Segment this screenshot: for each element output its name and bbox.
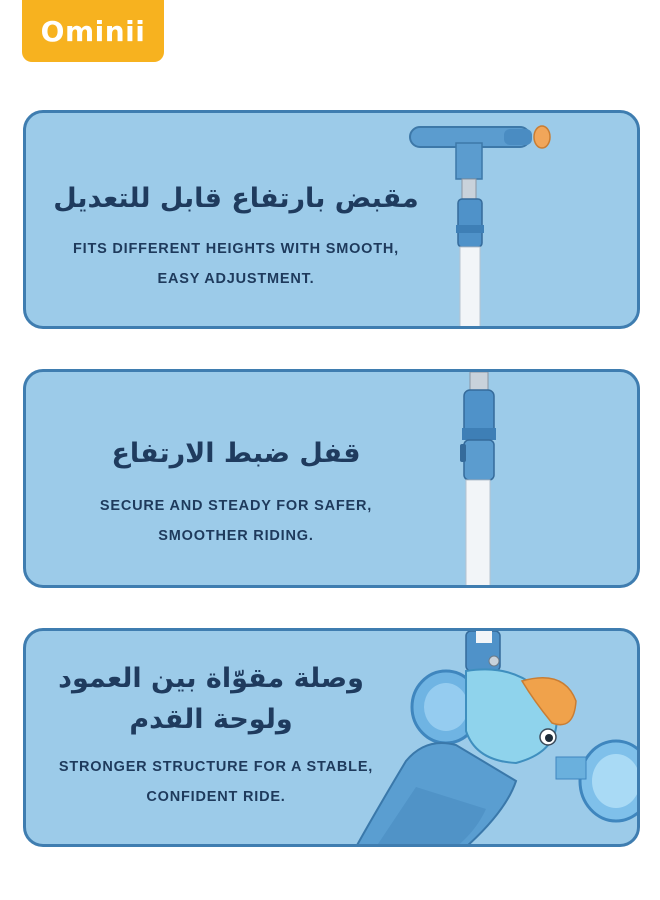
brand-logo — [22, 0, 164, 62]
english-caption-line: EASY ADJUSTMENT. — [157, 270, 315, 287]
handlebar-illustration — [396, 113, 596, 329]
english-caption-line: SECURE AND STEADY FOR SAFER, — [99, 497, 373, 514]
arabic-title: قفل ضبط الارتفاع — [111, 438, 361, 469]
english-caption — [26, 491, 446, 551]
english-caption-line: CONFIDENT RIDE. — [146, 789, 286, 805]
scooter-base-illustration — [316, 631, 640, 847]
arabic-title-line: ولوحة القدم — [129, 703, 293, 735]
feature-card-adjustable-handle — [23, 110, 640, 329]
feature-text — [26, 179, 446, 294]
height-lock-illustration — [446, 372, 526, 588]
feature-card-reinforced-joint — [23, 628, 640, 847]
english-caption — [26, 234, 446, 294]
english-caption-line: FITS DIFFERENT HEIGHTS WITH SMOOTH, — [72, 240, 400, 257]
feature-card-height-lock — [23, 369, 640, 588]
brand-logo-text: Ominii — [40, 14, 146, 48]
feature-text — [26, 434, 446, 551]
english-caption-line: SMOOTHER RIDING. — [158, 527, 314, 544]
arabic-title: مقبض بارتفاع قابل للتعديل — [53, 183, 419, 214]
arabic-title-line: وصلة مقوّاة بين العمود — [58, 663, 364, 694]
english-caption-line: STRONGER STRUCTURE FOR A STABLE, — [58, 759, 374, 775]
